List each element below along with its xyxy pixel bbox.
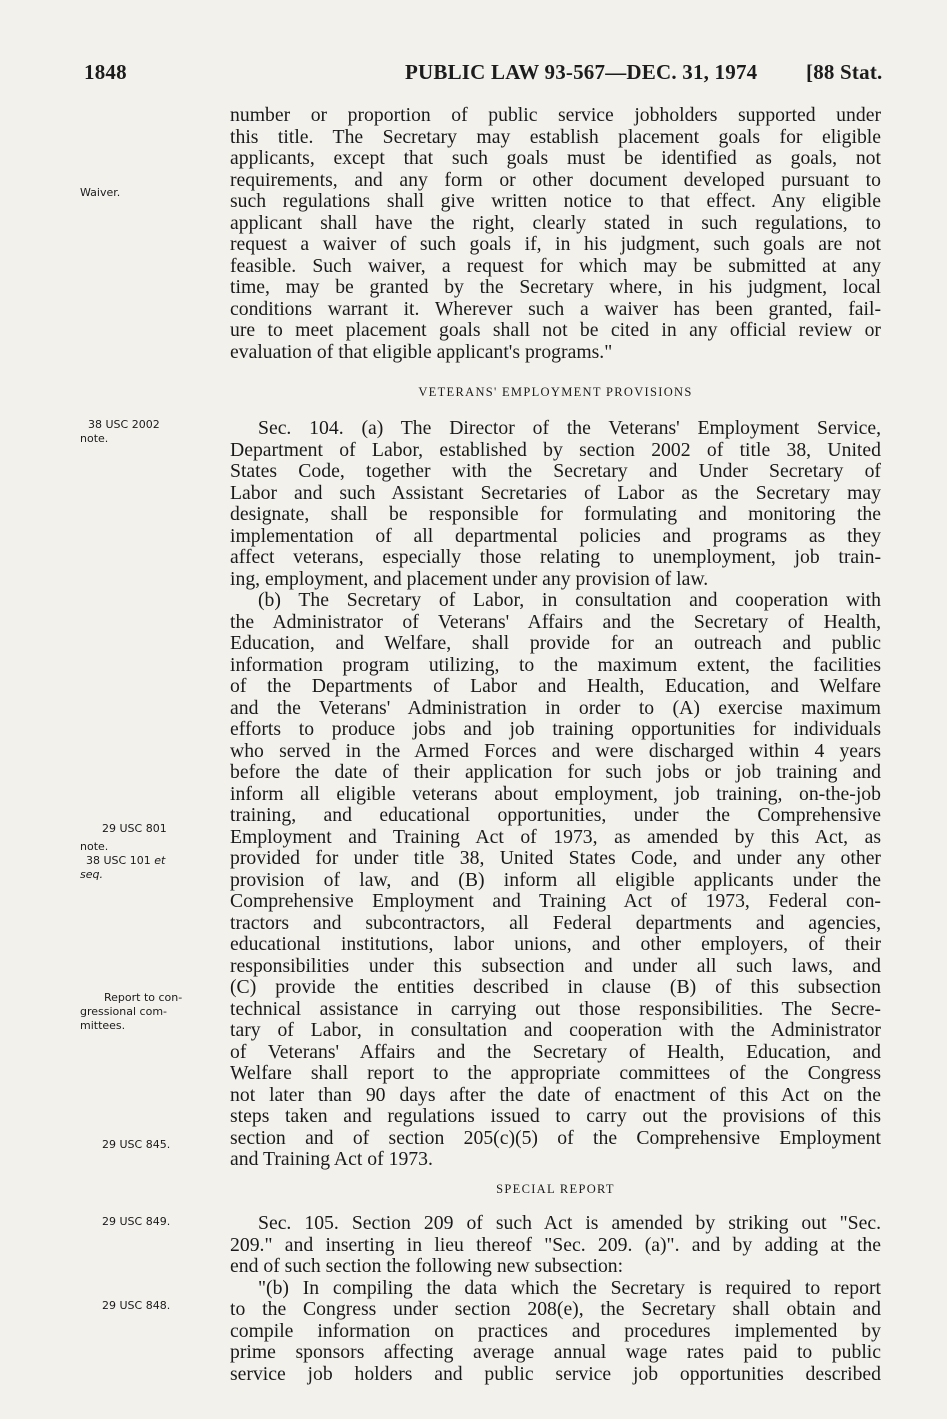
- text-line: not later than 90 days after the date of enactment of this Act on the: [230, 1083, 881, 1106]
- text-line: Education, and Welfare, shall provide for an outreach and public: [230, 632, 881, 654]
- text-line: conditions warrant it. Wherever such a waiver has been granted, fail-: [230, 297, 881, 320]
- running-title: PUBLIC LAW 93-567—DEC. 31, 1974: [405, 60, 758, 84]
- text-line: Welfare shall report to the appropriate committees of the Congress: [230, 1062, 881, 1084]
- margin-note-text: 29 USC 845.: [102, 1138, 171, 1151]
- text-line: Labor and such Assistant Secretaries of Labor as the Secretary may: [230, 481, 881, 504]
- margin-note-line: note.: [80, 840, 109, 853]
- margin-note-text: et: [154, 854, 166, 867]
- text-line: tary of Labor, in consultation and cooperation with the Administrator: [230, 1019, 881, 1041]
- margin-note-waiver: [80, 186, 210, 200]
- text-line: educational institutions, labor unions, and other employers, of their: [230, 933, 881, 955]
- margin-note-line: gressional com-: [80, 1005, 168, 1018]
- text-line: "(b) In compiling the data which the Secretary is required to report: [258, 1276, 881, 1299]
- text-line: time, may be granted by the Secretary where, in his judgment, local: [230, 276, 881, 298]
- text-line: provision of law, and (B) inform all eligible applicants under the: [230, 868, 881, 891]
- text-line: of Veterans' Affairs and the Secretary of Health, Education, and: [230, 1040, 881, 1063]
- margin-note-line: Report to con-: [104, 991, 183, 1004]
- text-line: States Code, together with the Secretary and Under Secretary of: [230, 460, 881, 482]
- text-line: 209." and inserting in lieu thereof "Sec. 209. (a)". and by adding at the: [230, 1233, 881, 1256]
- text-line: designate, shall be responsible for formulating and monitoring the: [230, 503, 881, 525]
- text-line: steps taken and regulations issued to carry out the provisions of this: [230, 1105, 881, 1127]
- text-line: training, and educational opportunities, under the Comprehensive: [230, 804, 881, 826]
- text-line: efforts to produce jobs and job training opportunities for individuals: [230, 718, 881, 740]
- text-line: and the Veterans' Administration in order to (A) exercise maximum: [230, 696, 881, 719]
- text-line: evaluation of that eligible applicant's programs.": [230, 340, 613, 363]
- margin-note-29usc848: [80, 1299, 232, 1313]
- margin-note-line: 29 USC 801: [102, 822, 167, 835]
- margin-note-report: [80, 991, 210, 1033]
- text-line: compile information on practices and procedures implemented by: [230, 1319, 881, 1342]
- text-line: applicants, except that such goals must be identified as goals, not: [230, 147, 881, 169]
- text-line: number or proportion of public service jobholders supported under: [230, 104, 881, 126]
- text-line: request a waiver of such goals if, in his judgment, such goals are not: [230, 233, 881, 255]
- text-line: this title. The Secretary may establish placement goals for eligible: [230, 125, 881, 148]
- margin-note-line: [80, 868, 210, 882]
- margin-note-text: seq.: [80, 868, 103, 881]
- text-line: technical assistance in carrying out those responsibilities. The Secre-: [230, 997, 881, 1020]
- text-line: who served in the Armed Forces and were discharged within 4 years: [230, 739, 881, 762]
- margin-note-38usc2002: [80, 418, 210, 446]
- text-line: ing, employment, and placement under any provision of law.: [230, 567, 709, 590]
- text-line: information program utilizing, to the maximum extent, the facilities: [230, 653, 881, 676]
- text-line: and Training Act of 1973.: [230, 1148, 433, 1170]
- text-block-section-104: [230, 418, 881, 1171]
- margin-note-29usc845: [80, 1138, 232, 1152]
- text-line: Department of Labor, established by section 2002 of title 38, United: [230, 438, 881, 461]
- text-line: inform all eligible veterans about employment, job training, on-the-job: [230, 782, 881, 805]
- stat-reference: [88 Stat.: [806, 60, 883, 84]
- text-line: responsibilities under this subsection and under all such laws, and: [230, 954, 881, 977]
- text-line: tractors and subcontractors, all Federal departments and agencies,: [230, 911, 881, 934]
- margin-note-29usc801: [80, 822, 210, 882]
- text-line: Sec. 104. (a) The Director of the Veterans' Employment Service,: [258, 417, 881, 439]
- text-line: Comprehensive Employment and Training Act of 1973, Federal con-: [230, 890, 881, 912]
- page-number: 1848: [84, 60, 127, 84]
- text-line: the Administrator of Veterans' Affairs and the Secretary of Health,: [230, 610, 881, 633]
- text-line: Sec. 105. Section 209 of such Act is amended by striking out "Sec.: [258, 1212, 881, 1234]
- margin-note-line: [80, 854, 210, 868]
- text-block-section-103-end: [230, 105, 881, 363]
- text-line: before the date of their application for such jobs or job training and: [230, 761, 881, 783]
- text-line: provided for under title 38, United States Code, and under any other: [230, 847, 881, 869]
- margin-note-29usc849: [80, 1215, 232, 1229]
- text-line: of the Departments of Labor and Health, Education, and Welfare: [230, 675, 881, 697]
- text-line: applicant shall have the right, clearly stated in such regulations, to: [230, 211, 881, 234]
- margin-note-line: note.: [80, 432, 109, 445]
- text-line: Employment and Training Act of 1973, as amended by this Act, as: [230, 825, 881, 848]
- section-heading-special-report: SPECIAL REPORT: [496, 1182, 615, 1196]
- text-line: end of such section the following new subsection:: [230, 1255, 624, 1277]
- text-line: feasible. Such waiver, a request for which may be submitted at any: [230, 254, 881, 277]
- text-line: section and of section 205(c)(5) of the Comprehensive Employment: [230, 1126, 881, 1149]
- margin-note-text: 29 USC 849.: [102, 1215, 171, 1228]
- text-line: ure to meet placement goals shall not be cited in any official review or: [230, 319, 881, 341]
- text-line: service job holders and public service job opportunities described: [230, 1362, 881, 1385]
- text-line: implementation of all departmental policies and programs as they: [230, 524, 881, 547]
- text-line: such regulations shall give written notice to that effect. Any eligible: [230, 190, 881, 212]
- text-block-section-105: [230, 1213, 881, 1385]
- text-line: prime sponsors affecting average annual wage rates paid to public: [230, 1341, 881, 1363]
- text-line: to the Congress under section 208(e), the Secretary shall obtain and: [230, 1298, 881, 1320]
- margin-note-text: Waiver.: [80, 186, 121, 199]
- margin-note-text: 38 USC 101: [86, 854, 155, 867]
- margin-note-line: 38 USC 2002: [88, 418, 160, 431]
- margin-note-text: 29 USC 848.: [102, 1299, 171, 1312]
- text-line: affect veterans, especially those relating to unemployment, job train-: [230, 546, 881, 568]
- text-line: requirements, and any form or other document developed pursuant to: [230, 168, 881, 191]
- text-line: (b) The Secretary of Labor, in consultation and cooperation with: [258, 589, 881, 611]
- margin-note-line: mittees.: [80, 1019, 126, 1032]
- text-line: (C) provide the entities described in clause (B) of this subsection: [230, 976, 881, 998]
- section-heading-veterans: VETERANS' EMPLOYMENT PROVISIONS: [418, 385, 693, 399]
